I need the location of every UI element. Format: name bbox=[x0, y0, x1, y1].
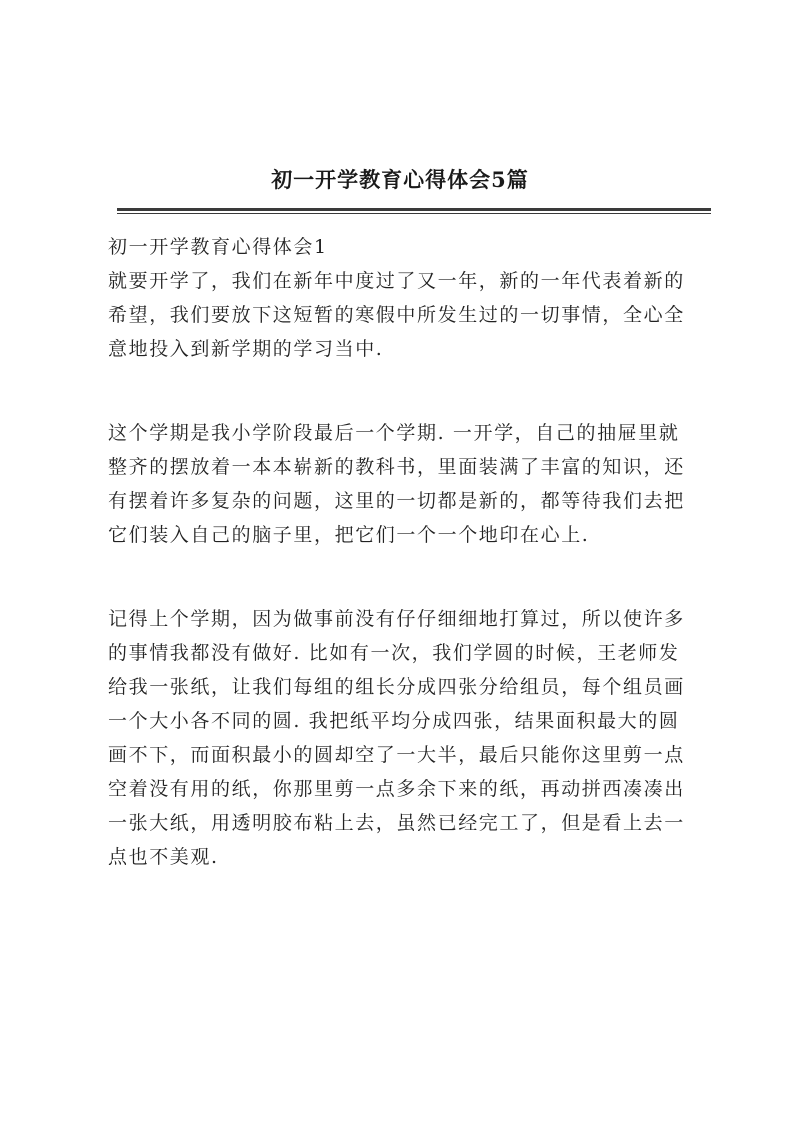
paragraph-gap bbox=[108, 552, 708, 602]
paragraph-line: 希望，我们要放下这短暂的寒假中所发生过的一切事情，全心全 bbox=[108, 304, 685, 326]
title-rule-thin bbox=[117, 213, 711, 214]
paragraph-3 bbox=[108, 602, 708, 874]
paragraph-line: 给我一张纸，让我们每组的组长分成四张分给组员，每个组员画 bbox=[108, 676, 685, 698]
document-title: 初一开学教育心得体会5篇 bbox=[271, 167, 529, 192]
paragraph-gap bbox=[108, 366, 708, 416]
paragraph-line: 就要开学了，我们在新年中度过了又一年，新的一年代表着新的 bbox=[108, 270, 685, 292]
paragraph-line: 有摆着许多复杂的问题，这里的一切都是新的，都等待我们去把 bbox=[108, 490, 685, 512]
document-body bbox=[108, 230, 708, 874]
paragraph-line: 它们装入自己的脑子里，把它们一个一个地印在心上. bbox=[108, 524, 590, 546]
paragraph-line: 意地投入到新学期的学习当中. bbox=[108, 338, 384, 360]
title-rule-thick bbox=[117, 208, 711, 211]
paragraph-line: 画不下，而面积最小的圆却空了一大半，最后只能你这里剪一点 bbox=[108, 744, 685, 766]
paragraph-line: 空着没有用的纸，你那里剪一点多余下来的纸，再动拼西凑凑出 bbox=[108, 778, 685, 800]
paragraph-line: 的事情我都没有做好. 比如有一次，我们学圆的时候，王老师发 bbox=[108, 642, 680, 664]
paragraph-line: 一张大纸，用透明胶布粘上去，虽然已经完工了，但是看上去一 bbox=[108, 812, 685, 834]
paragraph-line: 记得上个学期，因为做事前没有仔仔细细地打算过，所以使许多 bbox=[108, 608, 685, 630]
paragraph-line: 点也不美观. bbox=[108, 846, 219, 868]
paragraph-line: 一个大小各不同的圆. 我把纸平均分成四张，结果面积最大的圆 bbox=[108, 710, 680, 732]
paragraph-line: 这个学期是我小学阶段最后一个学期. 一开学，自己的抽屉里就 bbox=[108, 422, 680, 444]
paragraph-1 bbox=[108, 264, 708, 366]
section-heading: 初一开学教育心得体会1 bbox=[108, 236, 328, 258]
paragraph-2 bbox=[108, 416, 708, 552]
paragraph-line: 整齐的摆放着一本本崭新的教科书，里面装满了丰富的知识，还 bbox=[108, 456, 685, 478]
